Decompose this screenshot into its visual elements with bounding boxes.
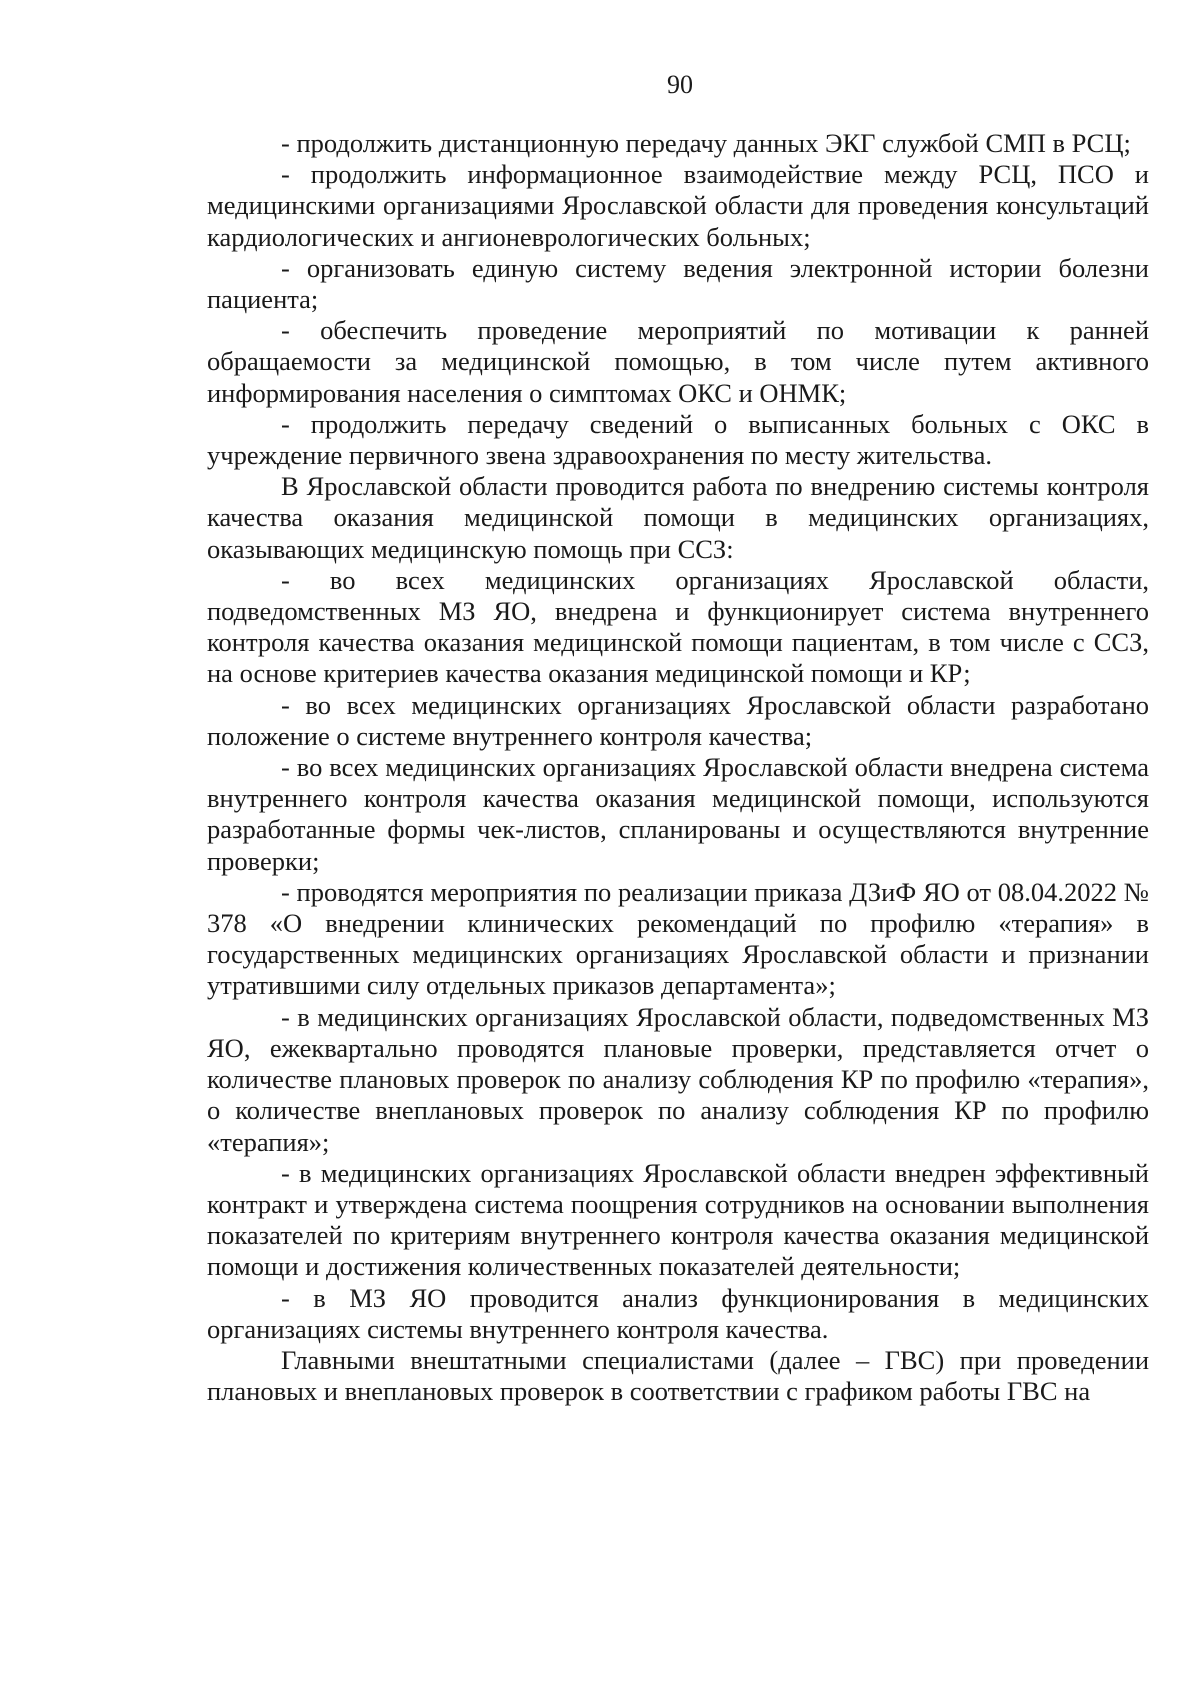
- paragraph: - во всех медицинских организациях Ярославской области, подведомственных МЗ ЯО, внедрена и функционирует система внутреннего контроля качества оказания медицинской помощи пациентам, в том числе с ССЗ, на основе критериев качества оказания медицинской помощи и КР;: [207, 564, 1149, 689]
- page-number: 90: [667, 70, 693, 99]
- paragraph: - во всех медицинских организациях Ярославской области внедрена система внутреннего контроля качества оказания медицинской помощи, используются разработанные формы чек-листов, спланированы и осуществляются внутренние проверки;: [207, 752, 1149, 876]
- paragraph: - продолжить передачу сведений о выписанных больных с ОКС в учреждение первичного звена здравоохранения по месту жительства.: [207, 408, 1149, 471]
- paragraph: - обеспечить проведение мероприятий по мотивации к ранней обращаемости за медицинской помощью, в том числе путем активного информирования населения о симптомах ОКС и ОНМК;: [207, 315, 1149, 408]
- paragraph: - проводятся мероприятия по реализации приказа ДЗиФ ЯО от 08.04.2022 № 378 «О внедрении клинических рекомендаций по профилю «терапия» в государственных медицинских организациях Ярославской области и признании утратившими силу отдельных приказов департамента»;: [207, 876, 1149, 1001]
- paragraph: - во всех медицинских организациях Ярославской области разработано положение о системе внутреннего контроля качества;: [207, 689, 1149, 751]
- paragraph: - в медицинских организациях Ярославской области, подведомственных МЗ ЯО, ежеквартально проводятся плановые проверки, представляется отчет о количестве плановых проверок по анализу соблюдения КР по профилю «терапия», о количестве внеплановых проверок по анализу соблюдения КР по профилю «терапия»;: [207, 1001, 1149, 1157]
- paragraph: - продолжить дистанционную передачу данных ЭКГ службой СМП в РСЦ;: [281, 128, 1131, 158]
- paragraph: - в медицинских организациях Ярославской области внедрен эффективный контракт и утверждена система поощрения сотрудников на основании выполнения показателей по критериям внутреннего контроля качества оказания медицинской помощи и достижения количественных показателей деятельности;: [207, 1157, 1149, 1282]
- paragraph: Главными внештатными специалистами (далее – ГВС) при проведении плановых и внеплановых проверок в соответствии с графиком работы ГВС на: [207, 1344, 1149, 1407]
- document-text: [207, 128, 1149, 1407]
- paragraph: - в МЗ ЯО проводится анализ функционирования в медицинских организациях системы внутреннего контроля качества.: [207, 1282, 1149, 1344]
- paragraph: В Ярославской области проводится работа по внедрению системы контроля качества оказания медицинской помощи в медицинских организациях, оказывающих медицинскую помощь при ССЗ:: [207, 471, 1149, 564]
- paragraph: - продолжить информационное взаимодействие между РСЦ, ПСО и медицинскими организациями Ярославской области для проведения консультаций кардиологических и ангионеврологических больных;: [207, 159, 1149, 252]
- paragraph: - организовать единую систему ведения электронной истории болезни пациента;: [207, 252, 1149, 315]
